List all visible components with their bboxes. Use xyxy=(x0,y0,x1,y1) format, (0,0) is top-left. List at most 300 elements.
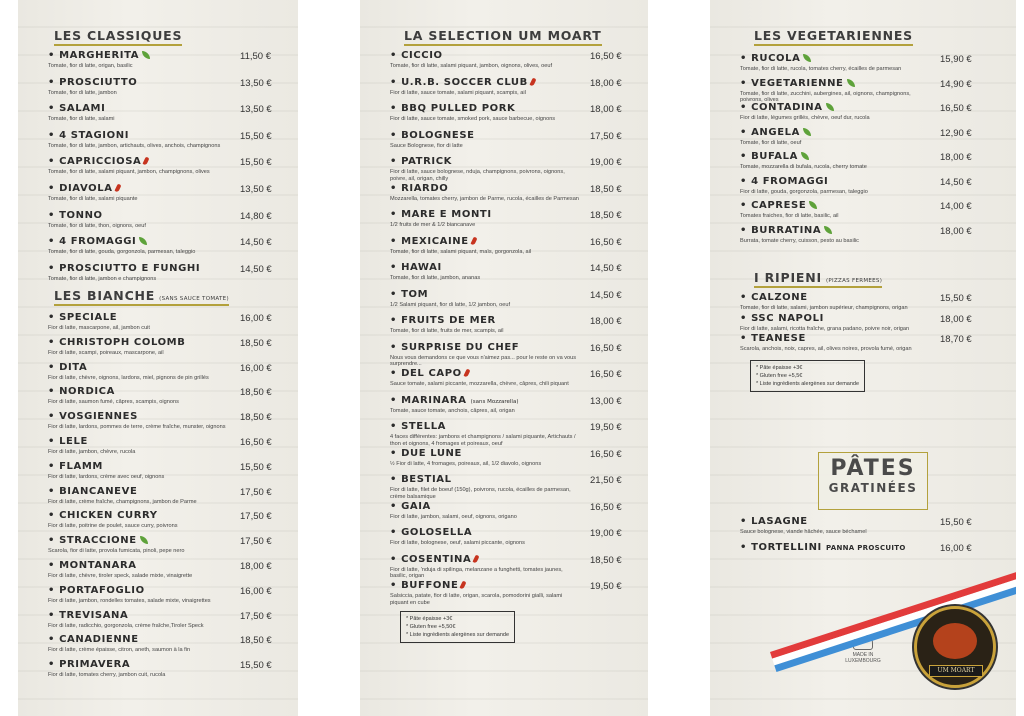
bullet-icon: • xyxy=(48,634,60,646)
item-description: Fior di latte, tomates cherry, jambon cuit, rucola xyxy=(48,672,166,679)
menu-item-tom xyxy=(390,289,640,315)
item-name xyxy=(48,411,138,422)
item-price: 15,50 € xyxy=(940,517,972,528)
item-price: 15,50 € xyxy=(240,157,272,169)
item-price: 15,50 € xyxy=(240,461,272,473)
menu-item-tonno xyxy=(48,210,290,236)
bullet-icon: • xyxy=(48,609,60,621)
item-description: Tomate, fior di latte, gouda, gorgonzola, parmesan, taleggio xyxy=(48,249,196,256)
leaf-icon xyxy=(826,103,834,111)
bullet-icon: • xyxy=(390,262,402,273)
item-description: Fior di latte, mascarpone, ail, jambon cuit xyxy=(48,325,150,331)
item-price: 18,70 € xyxy=(940,334,972,345)
item-name xyxy=(48,461,103,472)
item-description: Tomate, fior di latte, jambon, ananas xyxy=(390,275,481,281)
menu-item-4-fromaggi xyxy=(48,236,290,262)
item-name-text: HAWAI xyxy=(401,262,442,273)
item-name-text: TREVISANA xyxy=(59,609,129,621)
item-name xyxy=(390,236,476,247)
item-name xyxy=(48,337,185,348)
item-name-text: CHRISTOPH COLOMB xyxy=(59,336,186,348)
item-price: 16,00 € xyxy=(240,585,272,597)
item-description: Salsiccia, patate, fior di latte, origan, scarola, pomodorini gialli, salami piquant en cube xyxy=(390,593,563,606)
leaf-icon xyxy=(803,128,811,136)
bullet-icon: • xyxy=(390,235,402,247)
item-name xyxy=(48,535,148,546)
menu-item-montanara xyxy=(48,560,290,586)
bullet-icon: • xyxy=(48,510,60,522)
item-name xyxy=(390,342,519,353)
item-price: 16,00 € xyxy=(240,313,272,324)
item-price: 21,50 € xyxy=(590,475,622,486)
item-description: 4 faces différentes: jambons et champignons / salami piquante, Artichauts / thon et oignons, 4 fromages et poireaux, oeuf xyxy=(390,434,576,447)
item-name-text: DEL CAPO xyxy=(401,368,462,379)
item-name-text: TORTELLINI xyxy=(751,542,822,553)
item-price: 14,90 € xyxy=(940,78,972,90)
item-price: 13,00 € xyxy=(590,395,622,407)
item-price: 16,50 € xyxy=(590,51,622,62)
item-name-text: DITA xyxy=(59,361,88,373)
item-name xyxy=(48,263,200,274)
item-name xyxy=(390,289,428,300)
menu-item-due-lune xyxy=(390,448,640,474)
item-description: Burrata, tomate cherry, cuisson, pesto au basilic xyxy=(740,237,859,244)
menu-item-dita xyxy=(48,362,290,388)
item-price: 16,50 € xyxy=(940,103,972,114)
item-name xyxy=(740,313,824,324)
bullet-icon: • xyxy=(390,50,402,61)
item-description: Fior di latte, crème fraîche, champignons, jambon de Parme xyxy=(48,498,197,505)
item-name-text: MARINARA xyxy=(401,394,467,406)
item-name-text: MARE E MONTI xyxy=(401,209,492,220)
item-price: 17,50 € xyxy=(240,486,272,498)
notes-box-selection xyxy=(400,611,515,643)
bullet-icon: • xyxy=(390,474,402,485)
menu-item-riardo xyxy=(390,183,640,209)
item-name-text: BUFFONE xyxy=(401,580,459,591)
item-name-text: NORDICA xyxy=(59,386,115,398)
item-price: 16,50 € xyxy=(590,236,622,248)
bullet-icon: • xyxy=(48,156,60,168)
bullet-icon: • xyxy=(390,76,402,88)
bullet-icon: • xyxy=(740,126,752,138)
item-name-text: LELE xyxy=(59,436,88,447)
bullet-icon: • xyxy=(390,447,402,459)
item-description: Fior di latte, sauce tomate, salami piquant, scampis, ail xyxy=(390,89,526,96)
item-name xyxy=(740,151,809,162)
menu-item-trevisana xyxy=(48,610,290,636)
item-description: Tomate, fior di latte, oeuf xyxy=(740,139,802,146)
bullet-icon: • xyxy=(740,200,752,211)
bullet-icon: • xyxy=(390,527,402,538)
menu-item-canadienne xyxy=(48,634,290,660)
item-description: Scarola, anchois, noix, capres, ail, olives noires, provola fumé, origan xyxy=(740,346,912,352)
bullet-icon: • xyxy=(390,288,402,300)
item-price: 19,50 € xyxy=(590,422,622,433)
menu-item-portafoglio xyxy=(48,585,290,611)
item-description: Tomate, fior di latte, jambon xyxy=(48,89,117,96)
item-name xyxy=(390,501,431,512)
item-price: 13,50 € xyxy=(240,184,272,195)
menu-item-flamm xyxy=(48,461,290,487)
item-name xyxy=(48,183,120,194)
leaf-icon xyxy=(139,237,147,245)
item-description: Scarola, fior di latte, provola fumicata, pinoli, pepe nero xyxy=(48,548,185,555)
item-price: 14,50 € xyxy=(590,289,622,301)
item-price: 16,50 € xyxy=(240,437,272,448)
bullet-icon: • xyxy=(48,436,60,447)
item-name-text: DIAVOLA xyxy=(59,183,113,194)
chili-pepper-icon xyxy=(463,369,470,378)
menu-item-caprese xyxy=(740,200,990,226)
item-name-text: CANADIENNE xyxy=(59,634,139,646)
item-price: 18,00 € xyxy=(590,316,622,327)
item-description: Nous vous demandons ce que vous n'aimez pas... pour le reste on va vous surprendre... xyxy=(390,354,577,368)
bullet-icon: • xyxy=(740,333,752,344)
item-price: 14,50 € xyxy=(940,176,972,188)
logo-text: UM MOART xyxy=(929,665,983,677)
menu-panel-left xyxy=(18,0,298,716)
item-name-text: ANGELA xyxy=(751,126,800,138)
bullet-icon: • xyxy=(390,553,402,565)
item-name-text: BOLOGNESE xyxy=(401,129,475,141)
item-name-text: TEANESE xyxy=(751,333,806,344)
menu-item-lele xyxy=(48,436,290,462)
item-description: Tomate, fior di latte, rucola, tomates cherry, écailles de parmesan xyxy=(740,66,902,72)
item-name xyxy=(740,127,811,138)
item-name xyxy=(390,103,515,114)
menu-item-bufala xyxy=(740,151,990,177)
item-name-text: U.R.B. SOCCER CLUB xyxy=(401,76,528,88)
item-name-text: MONTANARA xyxy=(59,560,137,571)
bullet-icon: • xyxy=(390,341,402,353)
bullet-icon: • xyxy=(390,315,402,326)
item-description: Tomate, fior di latte, salami piquant, maïs, gorgonzola, ail xyxy=(390,248,532,255)
item-description: Tomates fraiches, fior di latte, basilic, ail xyxy=(740,213,839,219)
item-spec: PANNA PROSCUITO xyxy=(825,544,906,552)
item-description: Fior di latte, chèvre, tiroler speck, salade mixte, vinaigrette xyxy=(48,573,193,579)
menu-item-golosella xyxy=(390,527,640,553)
item-description: Fior di latte, crème épaisse, citron, aneth, saumon à la fin xyxy=(48,647,191,654)
bullet-icon: • xyxy=(390,103,402,114)
bullet-icon: • xyxy=(740,312,752,324)
item-price: 18,50 € xyxy=(240,337,272,349)
item-description: Tomate, fior di latte, salami, jambon supérieur, champignons, origan xyxy=(740,305,908,311)
chili-pepper-icon xyxy=(470,236,477,245)
item-description: Fior di latte, 'nduja di spilinga, melanzane a funghetti, tomates jaunes, basilic, origan xyxy=(390,566,563,580)
menu-item-rucola xyxy=(740,53,990,79)
item-price: 15,50 € xyxy=(240,660,272,672)
item-price: 16,50 € xyxy=(590,501,622,513)
item-price: 13,50 € xyxy=(240,104,272,116)
menu-item-capricciosa xyxy=(48,156,290,182)
item-name-text: TOM xyxy=(401,288,429,300)
item-name-text: STRACCIONE xyxy=(59,535,137,547)
item-name-text: BIANCANEVE xyxy=(59,485,138,497)
item-name xyxy=(390,395,518,406)
item-name xyxy=(48,210,103,221)
item-name xyxy=(390,77,535,88)
item-name-text: PRIMAVERA xyxy=(59,659,131,671)
item-name xyxy=(48,77,137,88)
item-name xyxy=(48,634,139,645)
item-description: Fior di latte, légumes grillés, chèvre, oeuf dur, rucola xyxy=(740,115,870,121)
item-price: 16,50 € xyxy=(590,369,622,380)
item-description: Sauce bolognese, viande hâchée, sauce béchamel xyxy=(740,529,867,535)
bullet-icon: • xyxy=(48,460,60,472)
menu-item-contadina xyxy=(740,102,990,128)
item-name-text: PROSCIUTTO E FUNGHI xyxy=(59,262,201,274)
menu-item-vosgiennes xyxy=(48,411,290,437)
bullet-icon: • xyxy=(48,659,60,671)
leaf-icon xyxy=(142,51,150,59)
item-name xyxy=(48,386,115,397)
item-description: Tomate, fior di latte, salami xyxy=(48,116,115,123)
item-name-text: BESTIAL xyxy=(401,474,452,485)
item-price: 18,00 € xyxy=(940,152,972,163)
item-name xyxy=(740,225,832,236)
bullet-icon: • xyxy=(48,236,60,248)
bullet-icon: • xyxy=(390,129,402,141)
item-price: 18,00 € xyxy=(590,104,622,115)
leaf-icon xyxy=(801,152,809,160)
item-name-text: BBQ PULLED PORK xyxy=(401,103,516,114)
item-name xyxy=(390,448,462,459)
item-description: Tomate, fior di latte, jambon e champignons xyxy=(48,275,157,282)
item-name xyxy=(390,315,496,326)
item-description: Fior di latte, jambon, rondelles tomates, salade mixte, vinaigrettes xyxy=(48,597,211,604)
item-name xyxy=(740,78,855,89)
item-price: 18,50 € xyxy=(590,210,622,221)
item-price: 17,50 € xyxy=(240,511,272,523)
menu-item-nordica xyxy=(48,386,290,412)
item-name xyxy=(48,610,128,621)
item-name xyxy=(740,516,808,527)
item-name xyxy=(390,50,443,61)
item-description: Tomate, mozzarella di bufala, rucola, cherry tomate xyxy=(740,164,867,170)
menu-item-prosciutto xyxy=(48,77,290,103)
item-name xyxy=(390,554,478,565)
menu-item-burratina xyxy=(740,225,990,251)
item-description: 1/2 Salami piquant, fior di latte, 1/2 jambon, oeuf xyxy=(390,301,511,308)
menu-item-del-capo xyxy=(390,368,640,394)
section-title-selection: LA SELECTION UM MOART xyxy=(404,28,602,46)
item-name-text: LASAGNE xyxy=(751,516,808,527)
item-name xyxy=(48,510,158,521)
pates-gratinees-banner xyxy=(818,452,928,510)
note-line: * Pâte épaisse +3€ xyxy=(406,616,453,622)
item-name xyxy=(390,262,442,273)
item-name xyxy=(390,368,469,379)
item-price: 18,00 € xyxy=(590,77,622,89)
leaf-icon xyxy=(803,54,811,62)
menu-item-speciale xyxy=(48,312,290,338)
note-line: * Gluten free +5,5€ xyxy=(756,373,803,379)
item-name-text: GOLOSELLA xyxy=(401,527,473,538)
leaf-icon xyxy=(140,536,148,544)
bullet-icon: • xyxy=(48,50,60,61)
item-price: 13,50 € xyxy=(240,77,272,89)
menu-item-straccione xyxy=(48,535,290,561)
bullet-icon: • xyxy=(740,151,752,162)
bullet-icon: • xyxy=(48,560,60,571)
item-name-text: RUCOLA xyxy=(751,53,801,64)
bullet-icon: • xyxy=(740,175,752,187)
menu-item-fruits-de-mer xyxy=(390,315,640,341)
item-name xyxy=(390,421,446,432)
item-name xyxy=(48,585,145,596)
item-name-text: BURRATINA xyxy=(751,224,822,236)
item-name xyxy=(48,156,148,167)
gratinees-title: GRATINÉES xyxy=(828,481,918,495)
menu-item-bbq-pulled-pork xyxy=(390,103,640,129)
item-name-text: CICCIO xyxy=(401,50,443,61)
menu-item-prosciutto-e-funghi xyxy=(48,263,290,289)
item-price: 16,00 € xyxy=(240,362,272,374)
bullet-icon: • xyxy=(740,292,752,303)
item-description: Fior di latte, jambon, salami, oeuf, oignons, origano xyxy=(390,513,517,520)
section-title-vegetariennes: LES VEGETARIENNES xyxy=(754,28,913,46)
bullet-icon: • xyxy=(48,262,60,274)
menu-item-ciccio xyxy=(390,50,640,76)
menu-item-u-r-b-soccer-club xyxy=(390,77,640,103)
note-line: * Gluten free +5,50€ xyxy=(406,624,456,630)
item-name-text: GAIA xyxy=(401,500,431,512)
bullet-icon: • xyxy=(48,411,60,423)
item-name-text: VEGETARIENNE xyxy=(751,77,844,89)
bullet-icon: • xyxy=(48,312,60,323)
item-description: Tomate, fior di latte, salami piquant, jambon, oignons, olives, oeuf xyxy=(390,63,552,69)
menu-item-tortellini xyxy=(740,542,990,568)
menu-panel-right xyxy=(710,0,1016,716)
menu-item-chicken-curry xyxy=(48,510,290,536)
note-line: * Liste ingrédients alergènes sur demande xyxy=(406,632,510,638)
item-name-text: SURPRISE DU CHEF xyxy=(401,341,520,353)
bullet-icon: • xyxy=(390,209,402,220)
leaf-icon xyxy=(847,79,855,87)
item-description: Tomate, fior di latte, thon, oignons, oeuf xyxy=(48,222,146,229)
menu-item-bolognese xyxy=(390,130,640,156)
item-description: Sauce Bolognese, fior di latte xyxy=(390,142,463,149)
bullet-icon: • xyxy=(48,584,60,596)
bullet-icon: • xyxy=(740,224,752,236)
item-price: 19,50 € xyxy=(590,581,622,592)
menu-item-4-fromaggi xyxy=(740,176,990,202)
menu-panel-middle xyxy=(360,0,648,716)
item-name-text: MARGHERITA xyxy=(59,50,140,61)
logo-emblem-icon xyxy=(933,623,977,659)
item-price: 18,50 € xyxy=(240,387,272,399)
bullet-icon: • xyxy=(740,542,752,553)
menu-item-christoph-colomb xyxy=(48,337,290,363)
pates-title: PÂTES xyxy=(830,456,916,481)
item-name-text: 4 STAGIONI xyxy=(59,129,130,141)
item-name-text: MEXICAINE xyxy=(401,235,469,247)
item-description: Tomate, fior di latte, origan, basilic xyxy=(48,63,133,69)
menu-item-margherita xyxy=(48,50,290,76)
item-name-text: SPECIALE xyxy=(59,312,118,323)
bullet-icon: • xyxy=(390,156,402,167)
menu-item-gaia xyxy=(390,501,640,527)
menu-item-diavola xyxy=(48,183,290,209)
notes-box-ripieni xyxy=(750,360,865,392)
item-name xyxy=(390,130,475,141)
chili-pepper-icon xyxy=(460,581,467,590)
bullet-icon: • xyxy=(390,500,402,512)
menu-item-stella xyxy=(390,421,640,447)
bullet-icon: • xyxy=(390,421,402,432)
item-price: 17,50 € xyxy=(240,610,272,622)
menu-item-marinara xyxy=(390,395,640,421)
item-name xyxy=(48,659,130,670)
item-name-text: COSENTINA xyxy=(401,553,472,565)
item-price: 17,50 € xyxy=(590,130,622,142)
item-description: Fior di latte, bolognese, oeuf, salami piccante, oignons xyxy=(390,540,525,546)
item-price: 19,00 € xyxy=(590,157,622,168)
item-description: Fior di latte, salami, ricotta fraîche, grana padano, poivre noir, origan xyxy=(740,325,910,332)
bullet-icon: • xyxy=(390,580,402,591)
item-name-text: CONTADINA xyxy=(751,102,823,113)
item-description: Fior di latte, gouda, gorgonzola, parmesan, taleggio xyxy=(740,188,868,195)
item-description: Fior di latte, scampi, poireaux, mascarpone, ail xyxy=(48,349,164,356)
item-price: 15,50 € xyxy=(240,130,272,142)
item-price: 14,80 € xyxy=(240,210,272,222)
item-description: Tomate, sauce tomate, anchois, câpres, ail, origan xyxy=(390,407,515,414)
item-description: Fior di latte, saumon fumé, câpres, scampis, oignons xyxy=(48,399,179,406)
menu-item-surprise-du-chef xyxy=(390,342,640,368)
item-price: 18,00 € xyxy=(240,561,272,572)
item-name-text: 4 FROMAGGI xyxy=(751,175,829,187)
item-price: 15,50 € xyxy=(940,293,972,304)
menu-item-salami xyxy=(48,103,290,129)
item-name xyxy=(48,560,137,571)
item-description: Tomate, fior di latte, jambon, artichauts, olives, anchois, champignons xyxy=(48,142,221,149)
item-note: (sans Mozzarella) xyxy=(470,398,519,405)
item-name-text: STELLA xyxy=(401,421,447,432)
item-name xyxy=(390,474,452,485)
item-name xyxy=(390,183,448,194)
item-description: Tomate, fior di latte, salami piquant, jambon, champignons, olives xyxy=(48,169,210,176)
item-name-text: 4 FROMAGGI xyxy=(59,236,137,248)
item-name xyxy=(390,527,472,538)
item-name xyxy=(48,312,117,323)
item-description: Fior di latte, sauce bolognese, nduja, champignons, poivrons, oignons, poivre, ail, origan, chilly xyxy=(390,169,565,182)
section-title-ripieni: I RIPIENI (PIZZAS FERMEES) xyxy=(754,270,882,288)
item-name xyxy=(740,53,811,64)
item-price: 18,50 € xyxy=(240,635,272,647)
item-name xyxy=(48,50,150,61)
bullet-icon: • xyxy=(48,103,60,115)
bullet-icon: • xyxy=(390,394,402,406)
bullet-icon: • xyxy=(48,209,60,221)
chili-pepper-icon xyxy=(529,77,536,86)
um-moart-logo xyxy=(914,606,996,688)
leaf-icon xyxy=(824,226,832,234)
item-name-text: DUE LUNE xyxy=(401,447,462,459)
leaf-icon xyxy=(809,201,817,209)
menu-item-lasagne xyxy=(740,516,990,542)
bullet-icon: • xyxy=(48,361,60,373)
item-description: Fior di latte, filet de boeuf (150g), poivrons, rucola, écailles de parmesan, crème balsamique xyxy=(390,487,571,500)
bullet-icon: • xyxy=(740,53,752,64)
item-description: Tomate, fior di latte, fruits de mer, scampis, ail xyxy=(390,328,504,334)
item-price: 19,00 € xyxy=(590,528,622,539)
item-name-text: PROSCIUTTO xyxy=(59,76,138,88)
item-price: 11,50 € xyxy=(240,51,271,62)
item-price: 18,50 € xyxy=(590,183,622,195)
item-name-text: VOSGIENNES xyxy=(59,411,138,423)
item-price: 16,50 € xyxy=(590,342,622,354)
